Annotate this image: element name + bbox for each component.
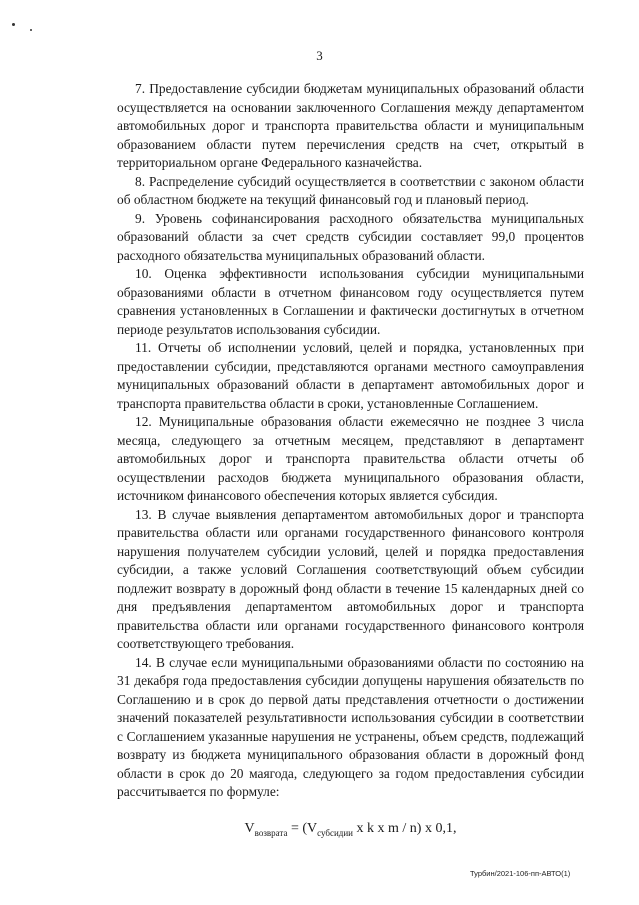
scan-speck [12,23,15,26]
formula-equals: = (V [287,820,318,836]
refund-formula [117,820,584,842]
paragraph-11: 11. Отчеты об исполнении условий, целей и порядка, установленных при предоставлении субсидии, представляются органами местного самоуправления муниципальных образований области в департамент автомобильных дорог и транспорта правительства области в сроки, установленные Соглашением. [117,340,584,411]
paragraph-7: 7. Предоставление субсидии бюджетам муниципальных образований области осуществляется на основании заключенного Соглашения между департаментом автомобильных дорог и транспорта правительства области и муниципальным образованием области путем перечисления средств на счет, открытый в территориальном органе Федерального казначейства. [117,81,584,170]
paragraph-9: 9. Уровень софинансирования расходного обязательства муниципальных образований области за счет средств субсидии составляет 99,0 процентов расходного обязательства муниципальных образований области. [117,210,584,263]
formula-v-subscript: возврата [254,827,288,838]
document-body [117,80,584,842]
paragraph-12: 12. Муниципальные образования области ежемесячно не позднее 3 числа месяца, следующего за отчетным месяцем, представляют в департамент автомобильных дорог и транспорта правительства области отчеты об осуществлении расходов бюджета муниципального образования области, источником финансового обеспечения которых является субсидия. [117,414,584,503]
formula-v: V [244,820,255,836]
paragraph-13: 13. В случае выявления департаментом автомобильных дорог и транспорта правительства области или органами государственного финансового контроля нарушения получателем субсидии условий, целей и порядка предоставления субсидии, а также условий Соглашения соответствующий объем субсидии подлежит возврату в дорожный фонд области в течение 15 календарных дней со дня предъявления департаментом автомобильных дорог и транспорта правительства области или органами государственного финансового контроля соответствующего требования. [117,506,584,651]
paragraph-14: 14. В случае если муниципальными образованиями области по состоянию на 31 декабря года предоставления субсидии допущены нарушения обязательств по Соглашению и в срок до первой даты представления отчетности о достижении значений показателей результативности использования субсидии в соответствии с Соглашением указанные нарушения не устранены, объем средств, подлежащий возврату из бюджета муниципального образования области в дорожный фонд области в срок до 20 маягода, следующего за годом предоставления субсидии рассчитывается по формуле: [117,654,584,799]
page-number: 3 [316,48,323,63]
formula-vs-subscript: субсидии [317,827,353,838]
formula-rest: x k x m / n) x 0,1, [353,820,457,836]
scan-speck [30,29,32,31]
paragraph-10: 10. Оценка эффективности использования субсидии муниципальными образованиями области в отчетном финансовом году осуществляется путем сравнения установленных в Соглашении и фактически достигнутых в отчетном периоде результатов использования субсидии. [117,266,584,337]
document-code: Турбин/2021-106-пп-АВТО(1) [470,869,571,878]
paragraph-8: 8. Распределение субсидий осуществляется в соответствии с законом области об областном бюджете на текущий финансовый год и плановый период. [117,173,584,207]
